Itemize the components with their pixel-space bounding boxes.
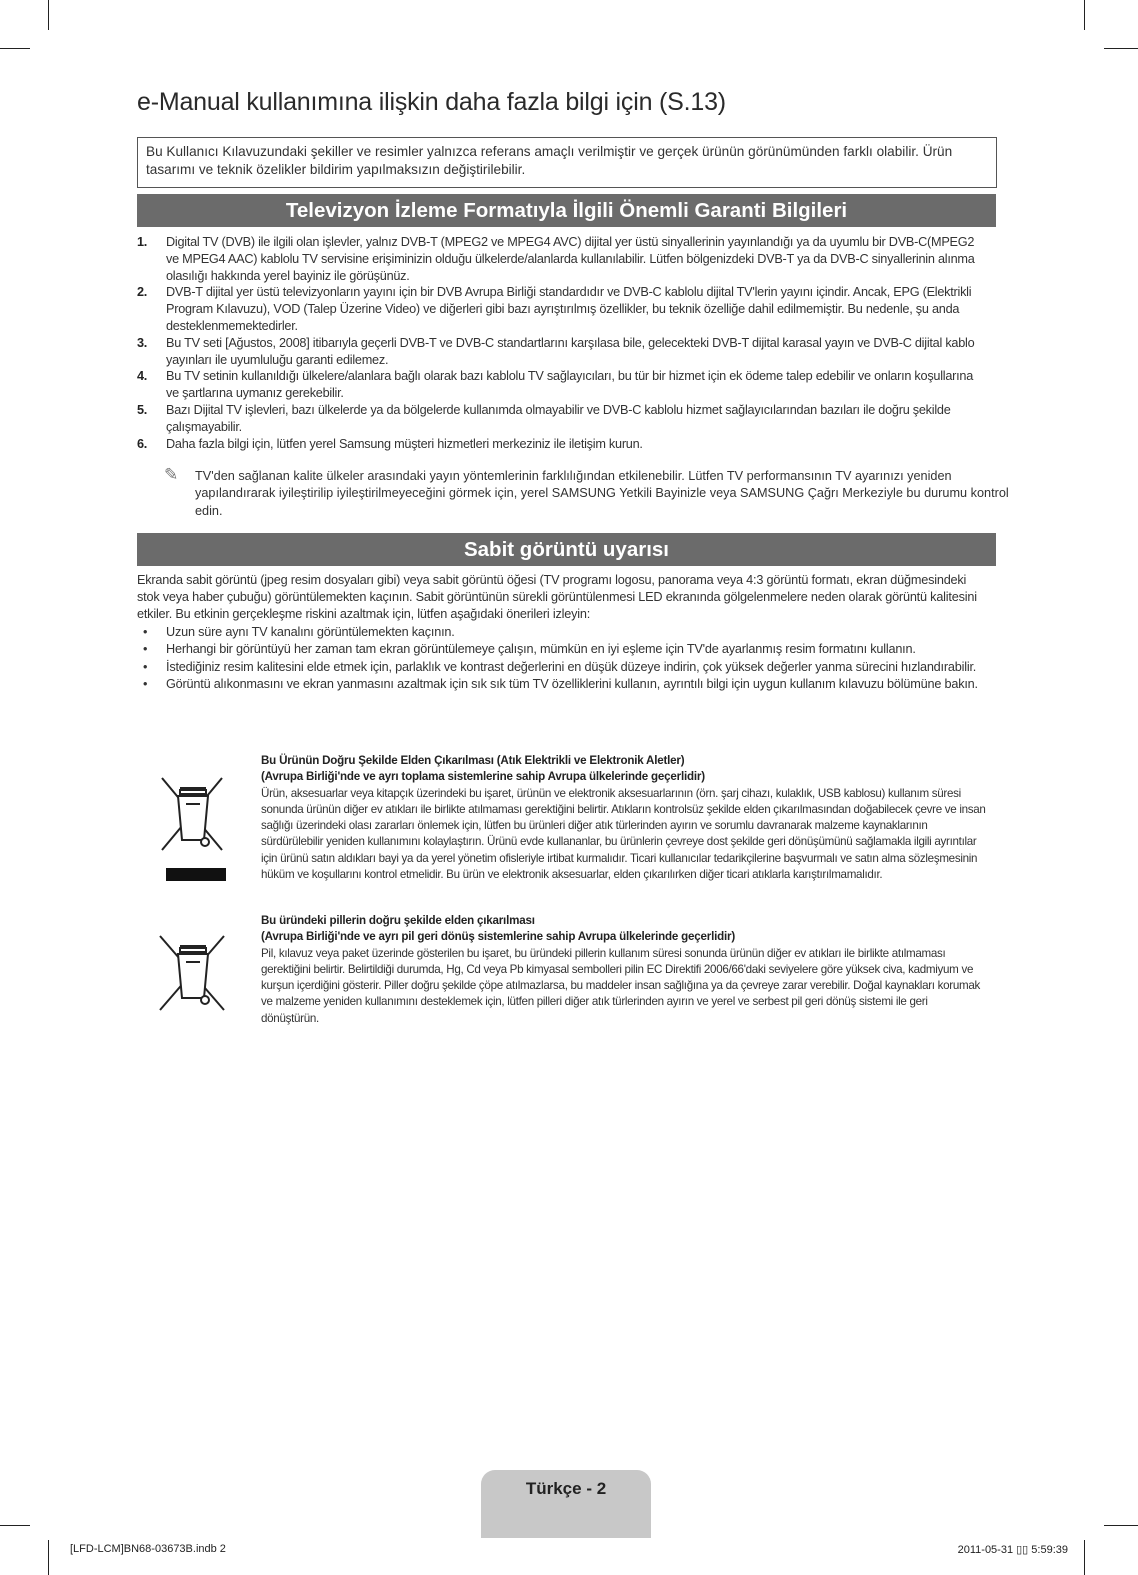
- crop-mark: [0, 1525, 30, 1526]
- list-item: [137, 436, 987, 453]
- item-text: Bu TV seti [Ağustos, 2008] itibarıyla geçerli DVB-T ve DVB-C standartlarını karşılasa bile, gelecekteki DVB-T dijital karasal yayın ve DVB-C dijital kablo yayınları ile uyumluluğu garanti edilemez.: [166, 335, 975, 367]
- list-item: [137, 676, 989, 693]
- crossed-out-battery-bin-icon: [150, 930, 240, 1020]
- pencil-note-icon: ✎: [164, 465, 179, 484]
- list-item: [137, 368, 987, 402]
- bullet-text: Görüntü alıkonmasını ve ekran yanmasını azaltmak için sık sık tüm TV özelliklerini kullanın, ayrıntılı bilgi için uygun kullanım kılavuzu bölümüne bakın.: [166, 677, 978, 692]
- list-item: [137, 641, 989, 658]
- warranty-section-header: Televizyon İzleme Formatıyla İlgili Önemli Garanti Bilgileri: [137, 194, 996, 227]
- battery-title: Bu üründeki pillerin doğru şekilde elden çıkarılması: [261, 914, 535, 927]
- bullet-text: Herhangi bir görüntüyü her zaman tam ekran görüntülemeye çalışın, mümkün en iyi eşleme için TV'de ayarlanmış resim formatını kullanın.: [166, 642, 916, 657]
- item-text: Digital TV (DVB) ile ilgili olan işlevler, yalnız DVB-T (MPEG2 ve MPEG4 AVC) dijital yer üstü sinyallerinin yayınlandığı ya da uyumlu bir DVB-C(MPEG2 ve MPEG4 AAC) kablolu TV servisine erişiminizin olduğu ülkelerde/alanlarda kullanılabilir. Lütfen bölgenizdeki DVB-T ya da DVB-C sinyallerinin alınma olasılığı hakkında yerel bayiniz ile görüşünüz.: [166, 235, 975, 283]
- page-number: Türkçe - 2: [525, 1479, 607, 1498]
- crop-mark: [0, 48, 30, 49]
- page-title: e-Manual kullanımına ilişkin daha fazla bilgi için (S.13): [137, 88, 726, 116]
- list-item: [137, 659, 989, 676]
- list-item: [137, 402, 987, 436]
- item-text: Bazı Dijital TV işlevleri, bazı ülkelerde ya da bölgelerde kullanımda olmayabilir ve DVB-C kablolu hizmet sağlayıcılarından bazıları ile doğru şekilde çalışmayabilir.: [166, 402, 951, 434]
- weee-subtitle: (Avrupa Birliği'nde ve ayrı toplama sistemlerine sahip Avrupa ülkelerinde geçerlidir): [261, 770, 705, 784]
- crop-mark: [1104, 48, 1138, 49]
- still-image-bullets: [137, 624, 989, 694]
- crop-mark: [1084, 0, 1085, 30]
- item-number: 5.: [137, 402, 148, 417]
- item-text: Daha fazla bilgi için, lütfen yerel Samsung müşteri hizmetleri merkeziniz ile iletişim kurun.: [166, 436, 643, 451]
- list-item: [137, 624, 989, 641]
- battery-disposal-block: [261, 913, 986, 1027]
- weee-body: Ürün, aksesuarlar veya kitapçık üzerindeki bu işaret, ürünün ve elektronik aksesuarlarının (örn. şarj cihazı, kulaklık, USB kablosu) kullanım süresi sonunda ürünün diğer ev atıkları ile birlikte atılmaması gerektiğini belirtir. Atıkların kontrolsüz şekilde elden çıkarılmasından doğabilecek çevre ve insan sağlığı üzerindeki olası zararları önlemek için, lütfen bu ürünleri diğer atık türlerinden ayırın ve sorumlu davranarak malzeme kaynaklarının sürdürülebilir yeniden kullanımını kolaylaştırın. Ürünü evde kullananlar, bu ürünlerin çevreye dost şekilde geri dönüşümünü sağlamakla ilgili ayrıntılar için ürünü satın aldıkları bayi ya da yerel yönetim ofisleriyle irtibat kurmalıdır. Ticari kullanıcılar tedarikçilerine başvurmalı ve satın alma sözleşmesinin hüküm ve koşullarını kontrol etmelidir. Bu ürün ve elektronik aksesuarlar, elden çıkarılırken diğer ticari atıklarla karıştırılmamalıdır.: [261, 786, 986, 882]
- crop-mark: [1104, 1525, 1138, 1526]
- list-item: [137, 284, 987, 334]
- item-number: 4.: [137, 369, 148, 384]
- item-number: 6.: [137, 436, 148, 451]
- weee-title: Bu Ürünün Doğru Şekilde Elden Çıkarılması (Atık Elektrikli ve Elektronik Aletler): [261, 754, 685, 767]
- crop-mark: [48, 0, 49, 30]
- bullet-icon: •: [143, 659, 148, 674]
- still-image-intro: Ekranda sabit görüntü (jpeg resim dosyaları gibi) veya sabit görüntü öğesi (TV programı logosu, panorama veya 4:3 görüntü formatı, ekran düğmesindeki stok veya haber çubuğu) görüntülemekten kaçının. Sabit görüntünün sürekli görüntülenmesi LED ekranında gölgelenmelere neden olarak görüntü kalitesini etkiler. Bu etkinin gerçekleşme riskini azaltmak için, lütfen aşağıdaki önerileri izleyin:: [137, 573, 977, 622]
- bullet-icon: •: [143, 625, 148, 639]
- item-text: DVB-T dijital yer üstü televizyonların yayını için bir DVB Avrupa Birliği standardıdır ve DVB-C kablolu dijital TV'lerin yayını içindir. Ancak, EPG (Elektrikli Program Kılavuzu), VOD (Talep Üzerine Video) ve diğerleri gibi bazı ayrıştırılmış özellikler, bu teknik özelliğe dahil edilmemiştir. Bu nedenle, şu anda desteklenmemektedirler.: [166, 285, 972, 333]
- crop-mark: [48, 1540, 49, 1575]
- battery-body: Pil, kılavuz veya paket üzerinde gösterilen bu işaret, bu üründeki pillerin kullanım süresi sonunda ürünün diğer ev atıkları ile birlikte atılmaması gerektiğini belirtir. Belirtildiği durumda, Hg, Cd veya Pb kimyasal sembolleri pilin EC Direktifi 2006/66'daki seviyelere göre yüksek civa, kadmiyum ve kurşun içerdiğini gösterir. Piller doğru şekilde çöpe atılmazlarsa, bu maddeler insan sağlığına ya da çevreye zarar verebilir. Doğal kaynakları korumak ve malzeme yeniden kullanımını desteklemek için, lütfen pilleri diğer atık türlerinden ayırın ve yerel ve serbest pil geri dönüş sistemi ile geri dönüştürün.: [261, 946, 980, 1025]
- notice-box: Bu Kullanıcı Kılavuzundaki şekiller ve resimler yalnızca referans amaçlı verilmiştir ve gerçek ürünün görünümünden farklı olabilir. Ürün tasarımı ve teknik özelikler bildirim yapılmaksızın değiştirilebilir.: [137, 137, 997, 188]
- bullet-icon: •: [143, 677, 148, 692]
- crop-mark: [1084, 1540, 1085, 1575]
- warranty-note: [164, 465, 1020, 520]
- note-text: TV'den sağlanan kalite ülkeler arasındaki yayın yöntemlerinin farklılığından etkilenebilir. Lütfen TV performansının TV ayarınızı yeniden yapılandırarak iyileştirilip iyileştirilmeyeceğini görmek için, yerel SAMSUNG Yetkili Bayinizle veya SAMSUNG Çağrı Merkeziyle bu durumu kontrol edin.: [195, 469, 1009, 518]
- item-number: 1.: [137, 235, 148, 249]
- warranty-list: [137, 234, 987, 452]
- bullet-text: Uzun süre aynı TV kanalını görüntülemekten kaçının.: [166, 625, 455, 639]
- weee-disposal-block: [261, 753, 986, 883]
- battery-subtitle: (Avrupa Birliği'nde ve ayrı pil geri dönüş sistemlerine sahip Avrupa ülkelerinde geçerlidir): [261, 930, 736, 944]
- still-image-section-header: Sabit görüntü uyarısı: [137, 533, 996, 566]
- file-info: [LFD-LCM]BN68-03673B.indb 2: [70, 1543, 226, 1555]
- bullet-icon: •: [143, 642, 148, 657]
- list-item: [137, 335, 987, 369]
- crossed-out-wheelie-bin-icon: [150, 770, 240, 885]
- bullet-text: İstediğiniz resim kalitesini elde etmek için, parlaklık ve kontrast değerlerini en düşük düzeye indirin, çok yüksek değerler yanma sürecini hızlandırabilir.: [166, 659, 977, 674]
- print-timestamp: 2011-05-31 ▯▯ 5:59:39: [957, 1544, 1068, 1556]
- list-item: [137, 234, 987, 284]
- item-text: Bu TV setinin kullanıldığı ülkelere/alanlara bağlı olarak bazı kablolu TV sağlayıcıları, bu tür bir hizmet için ek ödeme talep edebilir ve onların koşullarına ve şartlarına uymanız gerekebilir.: [166, 369, 974, 401]
- item-number: 3.: [137, 335, 148, 350]
- item-number: 2.: [137, 285, 148, 300]
